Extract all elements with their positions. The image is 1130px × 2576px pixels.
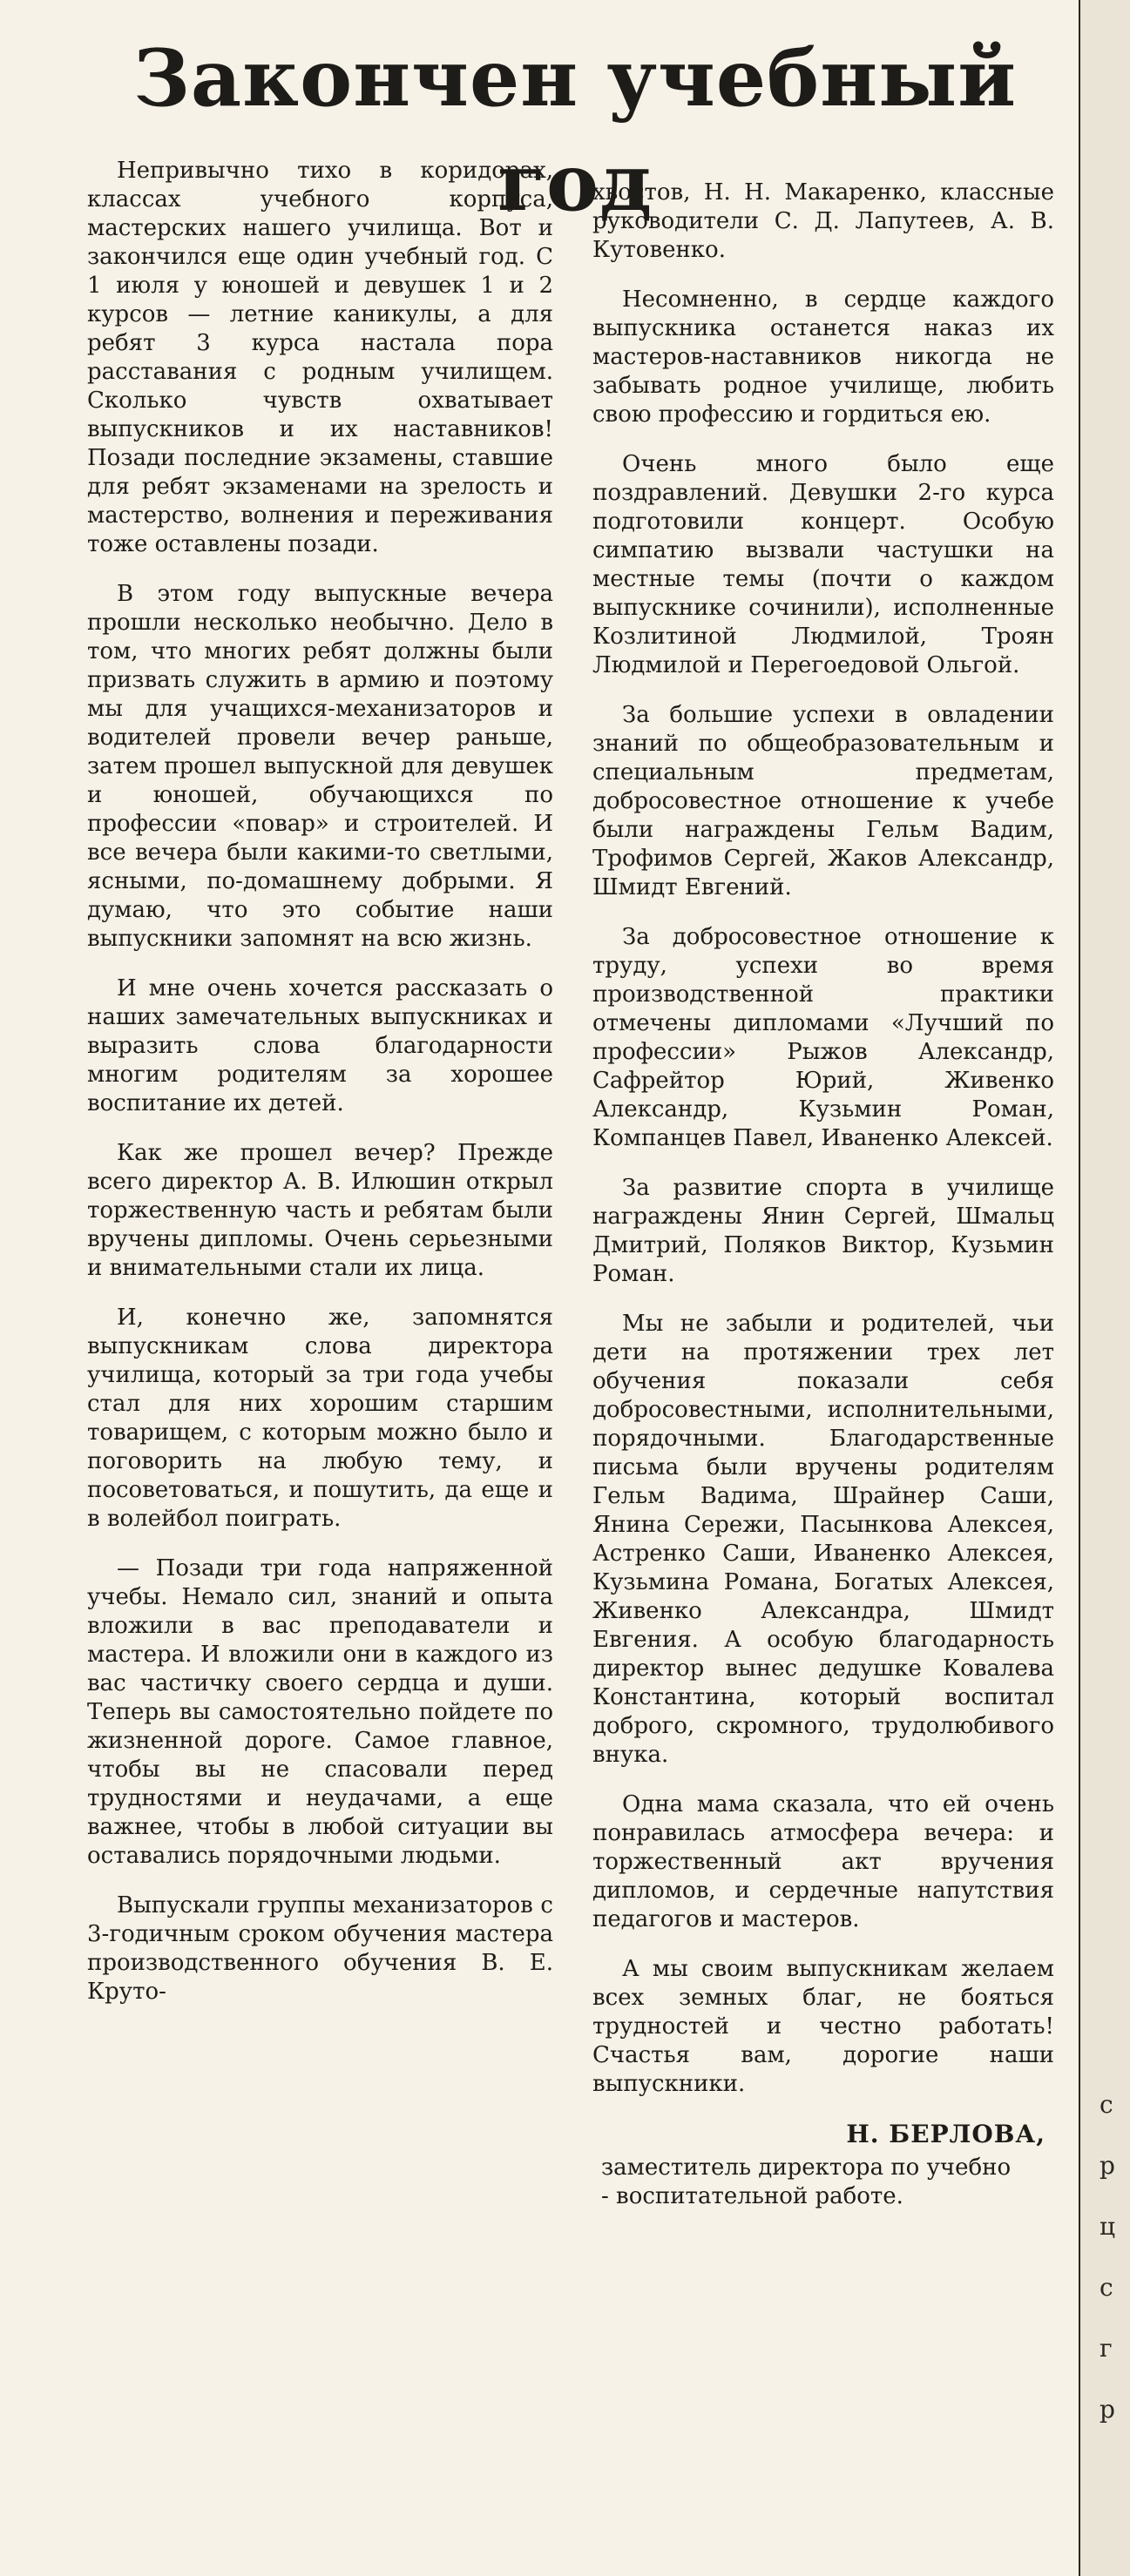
adjacent-column-edge xyxy=(1079,0,1130,2576)
paragraph: За большие успехи в овладении знаний по общеобразовательным и специальным предметам, добросовестное отношение к учебе были награждены Гельм Вадим, Трофимов Сергей, Жаков Александр, Шмидт Евгений. xyxy=(592,702,1054,900)
edge-letter: ц xyxy=(1100,2212,1116,2241)
paragraph: И мне очень хочется рассказать о наших замечательных выпускниках и выразить слова благодарности многим родителям за хорошее воспитание их детей. xyxy=(87,975,553,1116)
left-column xyxy=(87,157,553,2027)
paragraph-continuation: хвостов, Н. Н. Макаренко, классные руководители С. Д. Лапутеев, А. В. Кутовенко. xyxy=(592,179,1054,263)
edge-letter: с xyxy=(1100,2273,1113,2302)
author-role: заместитель директора по учебно - воспитательной работе. xyxy=(601,2155,1012,2209)
right-column xyxy=(592,179,1054,2211)
paragraph: За развитие спорта в училище награждены Янин Сергей, Шмальц Дмитрий, Поляков Виктор, Кузьмин Роман. xyxy=(592,1175,1054,1287)
edge-letter: р xyxy=(1100,2151,1115,2180)
paragraph: Несомненно, в сердце каждого выпускника останется наказ их мастеров-наставников никогда не забывать родное училище, любить свою профессию и гордиться ею. xyxy=(592,287,1054,428)
edge-letter: р xyxy=(1100,2395,1115,2424)
article-title: Закончен учебный год xyxy=(132,32,1018,229)
paragraph: Мы не забыли и родителей, чьи дети на протяжении трех лет обучения показали себя добросовестными, исполнительными, порядочными. Благодарственные письма были вручены родителям Гельм Вадима, Шрайнер Саши, Янина Сережи, Пасынкова Алексея, Астренко Саши, Иваненко Алексея, Кузьмина Романа, Богатых Алексея, Живенко Александра, Шмидт Евгения. А особую благодарность директор вынес дедушке Ковалева Константина, который воспитал доброго, скромного, трудолюбивого внука. xyxy=(592,1311,1054,1768)
paragraph: И, конечно же, запомнятся выпускникам слова директора училища, который за три года учебы стал для них хорошим старшим товарищем, с которым можно было и поговорить на любую тему, и посоветоваться, и пошутить, да еще и в волейбол поиграть. xyxy=(87,1305,553,1532)
edge-letter: г xyxy=(1100,2334,1113,2363)
paragraph: Одна мама сказала, что ей очень понравилась атмосфера вечера: и торжественный акт вручения дипломов, и сердечные напутствия педагогов и мастеров. xyxy=(592,1791,1054,1932)
paragraph: А мы своим выпускникам желаем всех земных благ, не бояться трудностей и честно работать! Счастья вам, дорогие наши выпускники. xyxy=(592,1956,1054,2097)
paragraph: Выпускали группы механизаторов с 3-годичным сроком обучения мастера производственного обучения В. Е. Круто- xyxy=(87,1892,553,2005)
paragraph: Очень много было еще поздравлений. Девушки 2-го курса подготовили концерт. Особую симпатию вызвали частушки на местные темы (почти о каждом выпускнике сочинили), исполненные Козлитиной Людмилой, Троян Людмилой и Перегоедовой Ольгой. xyxy=(592,451,1054,678)
paragraph: Непривычно тихо в коридорах, классах учебного корпуса, мастерских нашего училища. Вот и закончился еще один учебный год. С 1 июля у юношей и девушек 1 и 2 курсов — летние каникулы, а для ребят 3 курса настала пора расставания с родным училищем. Сколько чувств охватывает выпускников и их наставников! Позади последние экзамены, ставшие для ребят экзаменами на зрелость и мастерство, волнения и переживания тоже оставлены позади. xyxy=(87,158,553,557)
paragraph: — Позади три года напряженной учебы. Немало сил, знаний и опыта вложили в вас преподаватели и мастера. И вложили они в каждого из вас частичку своего сердца и души. Теперь вы самостоятельно пойдете по жизненной дороге. Самое главное, чтобы вы не спасовали перед трудностями и неудачами, а еще важнее, чтобы в любой ситуации вы оставались порядочными людьми. xyxy=(87,1555,553,1869)
paragraph: Как же прошел вечер? Прежде всего директор А. В. Илюшин открыл торжественную часть и ребятам были вручены дипломы. Очень серьезными и внимательными стали их лица. xyxy=(87,1140,553,1281)
paragraph: В этом году выпускные вечера прошли несколько необычно. Дело в том, что многих ребят должны были призвать служить в армию и поэтому мы для учащихся-механизаторов и водителей провели вечер раньше, затем прошел выпускной для девушек и юношей, обучающихся по профессии «повар» и строителей. И все вечера были какими-то светлыми, ясными, по-домашнему добрыми. Я думаю, что это событие наши выпускники запомнят на всю жизнь. xyxy=(87,581,553,952)
paragraph: За добросовестное отношение к труду, успехи во время производственной практики отмечены дипломами «Лучший по профессии» Рыжов Александр, Сафрейтор Юрий, Живенко Александр, Кузьмин Роман, Компанцев Павел, Иваненко Алексей. xyxy=(592,924,1054,1151)
author-name: Н. БЕРЛОВА, xyxy=(846,2120,1045,2148)
edge-letter: с xyxy=(1100,2090,1113,2119)
